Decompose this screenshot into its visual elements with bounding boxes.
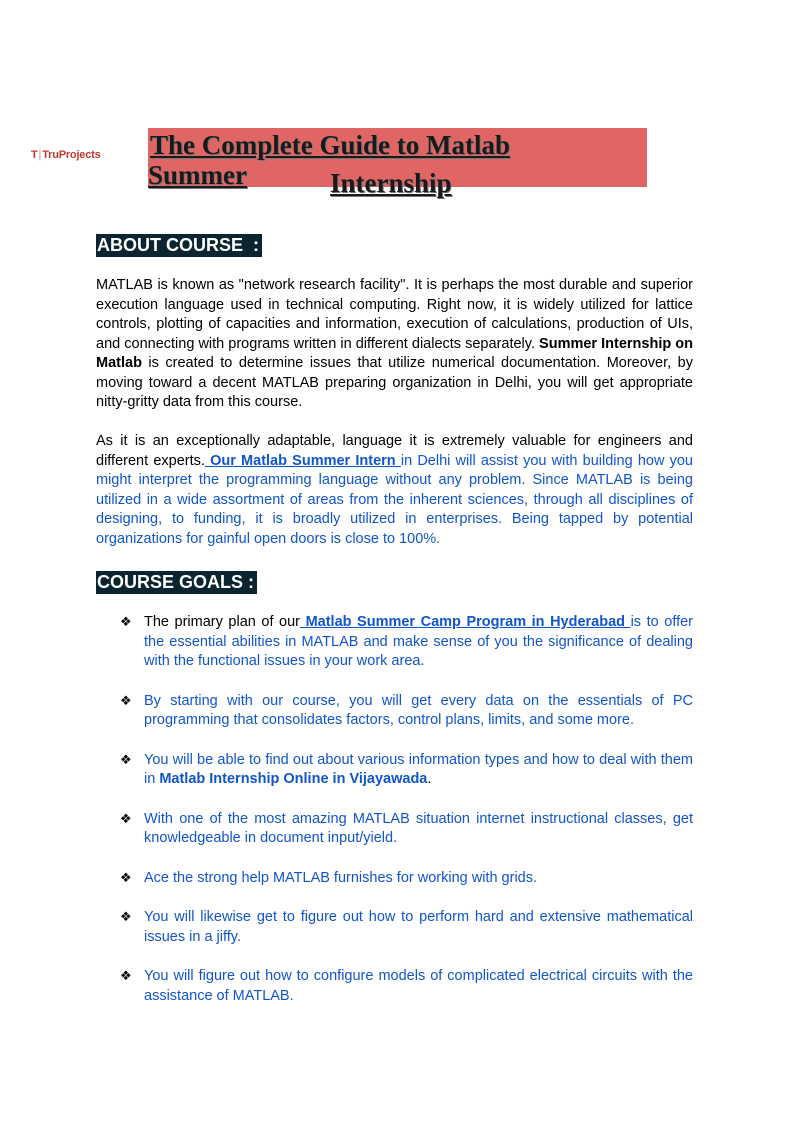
about-p2-text-a: As it is an exceptionally adaptable, language it is extremely valuable for engineers and different experts.	[96, 433, 693, 469]
about-course-heading: ABOUT COURSE :	[96, 234, 262, 257]
page-title-line1: The Complete Guide to Matlab	[150, 130, 510, 160]
list-item	[120, 810, 693, 849]
matlab-summer-camp-hyderabad-link[interactable]: Matlab Summer Camp Program in Hyderabad	[300, 614, 631, 630]
about-p1-text-b: is created to determine issues that utilize numerical documentation. Moreover, by moving toward a decent MATLAB preparing organization in Delhi, you will get appropriate nitty-gritty data from this course.	[96, 355, 693, 410]
page-title-line2-internship: Internship	[330, 168, 452, 198]
about-p2-text-b: in Delhi will assist you with building how you might interpret the programming language without any problem. Since MATLAB is being utilized in a wide assortment of areas from the inherent sciences, through all disciplines of designing, to funding, it is broadly utilized in enterprises. Being tapped by potential organizations for gainful open doors is close to 100%.	[96, 452, 693, 547]
course-goals-list	[120, 613, 693, 1026]
list-item	[120, 751, 693, 790]
goal-7-text: You will figure out how to configure models of complicated electrical circuits with the assistance of MATLAB.	[144, 968, 693, 1004]
logo-brand: TruProjects	[42, 149, 101, 161]
page-title-line2-summer: Summer	[148, 160, 247, 190]
logo-t: T	[31, 149, 38, 161]
list-item	[120, 869, 693, 889]
goal-3-text-a: You will be able to find out about various information types and how to deal with them in	[144, 751, 693, 787]
goal-2-text: By starting with our course, you will get every data on the essentials of PC programming that consolidates factors, control plans, limits, and some more.	[144, 692, 693, 728]
goal-5-text: Ace the strong help MATLAB furnishes for working with grids.	[144, 869, 538, 886]
goal-1-text-b: is to offer the essential abilities in MATLAB and make sense of you the significance of dealing with the functional issues in your work area.	[144, 614, 694, 669]
about-paragraph-2	[96, 432, 693, 549]
about-p1-bold: Summer Internship on Matlab	[96, 335, 693, 371]
list-item	[120, 613, 693, 672]
list-item	[120, 967, 693, 1006]
goal-4-text: With one of the most amazing MATLAB situation internet instructional classes, get knowledgeable in document input/yield.	[144, 810, 693, 846]
diamond-bullet-icon: ❖	[120, 811, 132, 827]
goal-1-text-a: The primary plan of our	[144, 614, 301, 630]
diamond-bullet-icon: ❖	[120, 969, 132, 984]
diamond-bullet-icon: ❖	[120, 870, 132, 886]
truprojects-logo	[31, 149, 101, 161]
about-p1-text-a: MATLAB is known as "network research facility". It is perhaps the most durable and superior execution language used in technical computing. Right now, it is widely utilized for lattice controls, plotting of capacities and information, execution of calculations, production of UIs, and connecting with programs written in different dialects separately.	[96, 277, 693, 352]
diamond-bullet-icon: ❖	[120, 615, 132, 630]
matlab-summer-intern-link[interactable]: Our Matlab Summer Intern	[204, 452, 401, 469]
logo-separator: |	[38, 149, 42, 161]
diamond-bullet-icon: ❖	[120, 910, 132, 925]
diamond-bullet-icon: ❖	[120, 693, 132, 709]
about-paragraph-1	[96, 276, 693, 413]
goal-6-text: You will likewise get to figure out how to perform hard and extensive mathematical issues in a jiffy.	[144, 909, 693, 945]
diamond-bullet-icon: ❖	[120, 752, 132, 768]
list-item	[120, 908, 693, 947]
goal-3-text-b: .	[427, 771, 432, 787]
goal-3-bold: Matlab Internship Online in Vijayawada	[159, 771, 428, 787]
course-goals-heading: COURSE GOALS :	[96, 571, 257, 594]
list-item	[120, 692, 693, 731]
